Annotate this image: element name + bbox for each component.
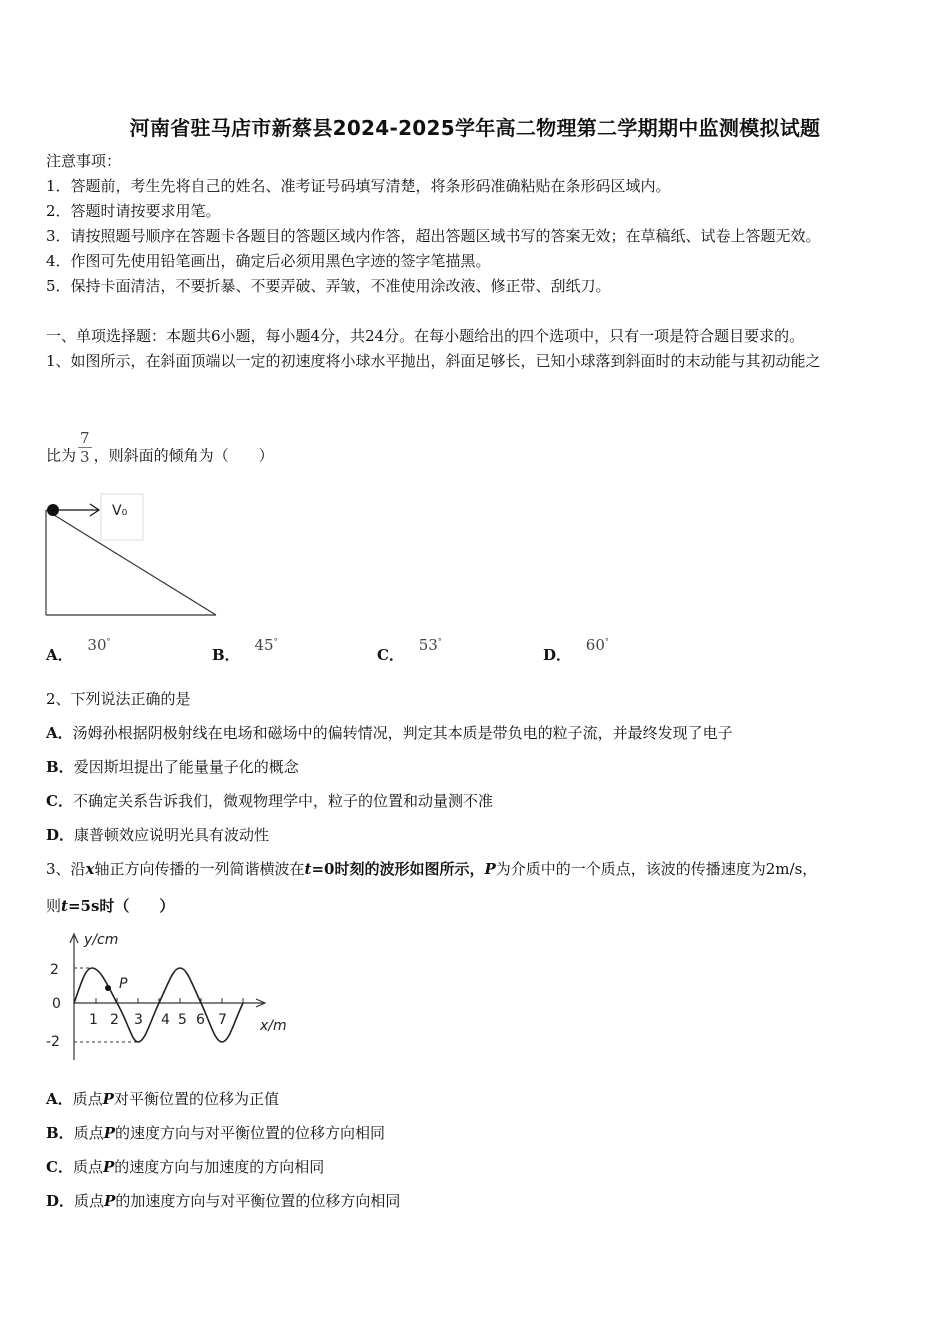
x-axis-label: x/m	[260, 1018, 287, 1034]
angle-53: 53°	[418, 636, 442, 654]
q1-suffix: ，则斜面的倾角为（ ）	[93, 446, 274, 465]
v0-label: V₀	[112, 503, 128, 519]
q1-option-a: A． 30°	[46, 636, 111, 664]
q2-option-b: B．爱因斯坦提出了能量量子化的概念	[46, 758, 299, 776]
notice-item: 5．保持卡面清洁，不要折暴、不要弄破、弄皱，不准使用涂改液、修正带、刮纸刀。	[46, 277, 611, 295]
angle-60: 60°	[585, 636, 609, 654]
x-tick: 4	[161, 1012, 170, 1028]
q3-option-d: D．质点P的加速度方向与对平衡位置的位移方向相同	[46, 1192, 401, 1210]
q2-text: 2、下列说法正确的是	[46, 690, 191, 708]
angle-45: 45°	[254, 636, 278, 654]
q3-option-a: A．质点P对平衡位置的位移为正值	[46, 1090, 279, 1108]
ball	[47, 504, 59, 516]
y-tick: 2	[50, 962, 59, 978]
q3-text-line1: 3、沿x轴正方向传播的一列简谐横波在t=0时刻的波形如图所示，P为介质中的一个质点，该波的传播速度为2m/s，	[46, 860, 818, 878]
q3-option-b: B．质点P的速度方向与对平衡位置的位移方向相同	[46, 1124, 385, 1142]
page-title: 河南省驻马店市新蔡县2024-2025学年高二物理第二学期期中监测模拟试题	[129, 116, 821, 140]
section-heading: 一、单项选择题：本题共6小题，每小题4分，共24分。在每小题给出的四个选项中，只有一项是符合题目要求的。	[46, 327, 805, 345]
wave-graph	[40, 926, 300, 1071]
q2-option-d: D．康普顿效应说明光具有波动性	[46, 826, 270, 844]
x-tick: 3	[134, 1012, 143, 1028]
q2-option-c: C．不确定关系告诉我们，微观物理学中，粒子的位置和动量测不准	[46, 792, 493, 810]
q1-option-c: C． 53°	[377, 636, 442, 664]
q2-option-a: A．汤姆孙根据阴极射线在电场和磁场中的偏转情况，判定其本质是带负电的粒子流，并最终发现了电子	[46, 724, 733, 742]
notice-item: 1．答题前，考生先将自己的姓名、准考证号码填写清楚，将条形码准确粘贴在条形码区域内。	[46, 177, 671, 195]
notice-item: 3．请按照题号顺序在答题卡各题目的答题区域内作答，超出答题区域书写的答案无效；在草稿纸、试卷上答题无效。	[46, 227, 821, 245]
incline-figure	[40, 490, 230, 620]
q1-frac-den: 3	[80, 448, 90, 466]
wave-curve	[74, 968, 243, 1042]
notice-item: 2．答题时请按要求用笔。	[46, 202, 221, 220]
q1-frac-num: 7	[80, 429, 90, 447]
q1-prefix: 比为	[46, 446, 77, 465]
point-p	[105, 985, 111, 991]
x-tick: 2	[110, 1012, 119, 1028]
incline-slope	[46, 510, 216, 615]
y-tick: 0	[52, 996, 61, 1012]
notice-heading: 注意事项：	[46, 152, 122, 170]
y-axis-label: y/cm	[84, 932, 119, 948]
q1-fraction	[78, 429, 92, 466]
q1-option-b: B． 45°	[212, 636, 278, 664]
point-p-label: P	[119, 976, 128, 992]
q1-option-d: D． 60°	[543, 636, 609, 664]
x-tick-marks	[96, 998, 243, 1003]
q1-ratio-line	[46, 429, 274, 475]
q3-option-c: C．质点P的速度方向与加速度的方向相同	[46, 1158, 325, 1176]
q3-text-line2: 则t=5s时（ ）	[46, 897, 175, 915]
y-tick: -2	[46, 1034, 60, 1050]
angle-30: 30°	[87, 636, 111, 654]
q1-text: 1、如图所示，在斜面顶端以一定的初速度将小球水平抛出，斜面足够长，已知小球落到斜面时的末动能与其初动能之	[46, 352, 821, 370]
x-tick: 6	[196, 1012, 205, 1028]
notice-item: 4．作图可先使用铅笔画出，确定后必须用黑色字迹的签字笔描黑。	[46, 252, 491, 270]
x-tick: 7	[218, 1012, 227, 1028]
x-tick: 1	[89, 1012, 98, 1028]
x-tick: 5	[178, 1012, 187, 1028]
